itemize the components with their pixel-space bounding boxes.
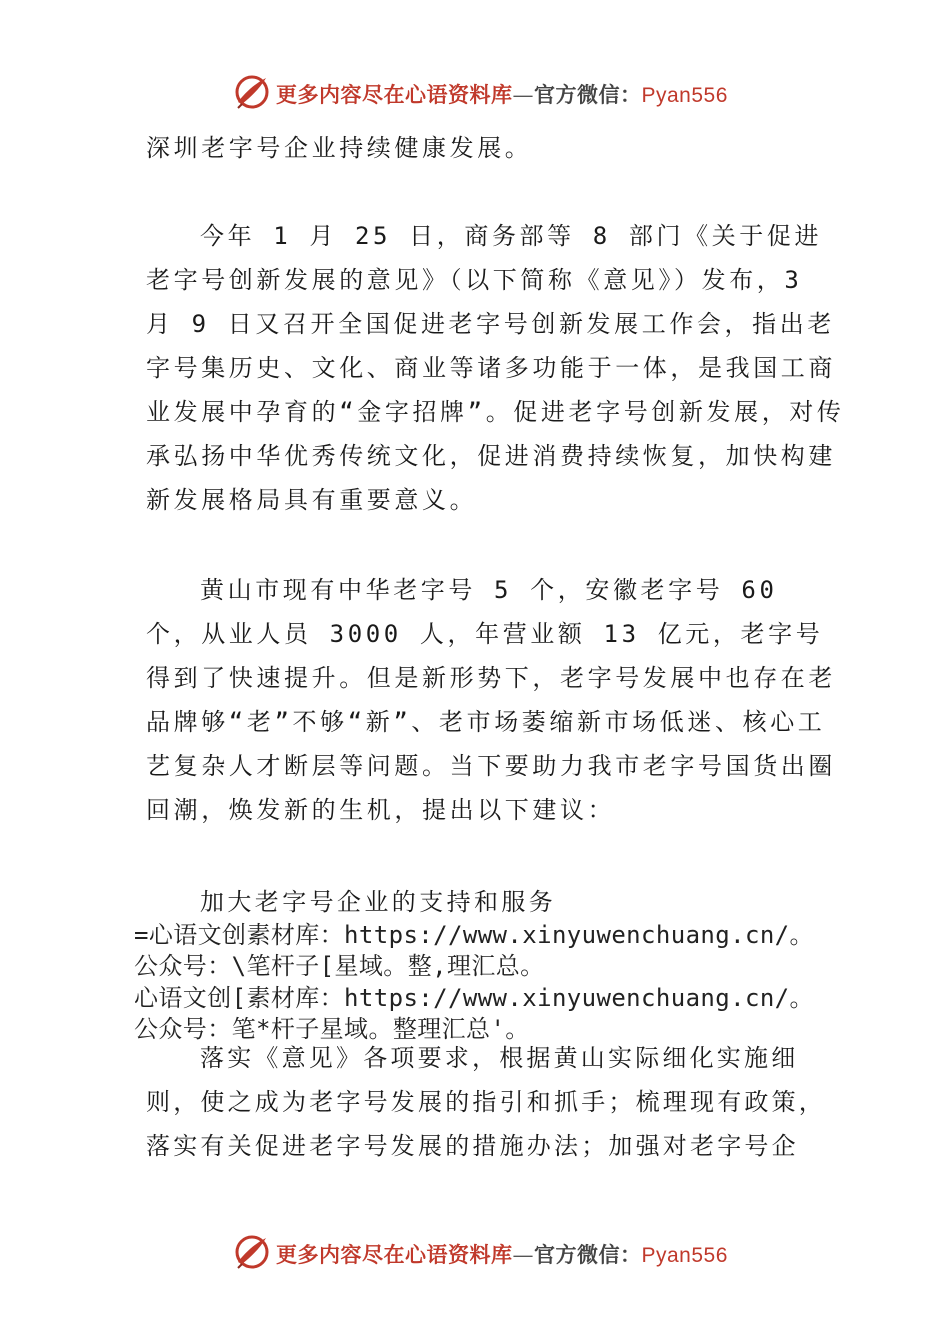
banner-dash: — <box>512 83 534 107</box>
pen-nib-logo-icon <box>232 72 272 112</box>
banner-dash: — <box>512 1243 534 1267</box>
watermark-line-2: 心语文创[素材库：https://www.xinyuwenchuang.cn/。公众号：笔*杆子星域。整理汇总'。 <box>134 984 814 1043</box>
banner-contact-label: 官方微信： <box>534 82 642 107</box>
footer-banner <box>0 1232 950 1272</box>
paragraph-policy-background: 今年 1 月 25 日，商务部等 8 部门《关于促进老字号创新发展的意见》（以下简称《意见》）发布，3 月 9 日又召开全国促进老字号创新发展工作会，指出老字号集历史、文化、商业等诸多功能于一体，是我国工商业发展中孕育的“金字招牌”。促进老字号创新发展，对传承弘扬中华优秀传统文化，促进消费持续恢复，加快构建新发展格局具有重要意义。 <box>146 222 845 514</box>
paragraph-intro-tail: 深圳老字号企业持续健康发展。 <box>146 134 533 162</box>
footer-banner-text <box>276 1239 728 1269</box>
paragraph-huangshan-status: 黄山市现有中华老字号 5 个，安徽老字号 60 个，从业人员 3000 人，年营业额 13 亿元，老字号得到了快速提升。但是新形势下，老字号发展中也存在老品牌够“老”不够“新”、老市场萎缩新市场低迷、核心工艺复杂人才断层等问题。当下要助力我市老字号国货出圈回潮，焕发新的生机，提出以下建议： <box>146 576 836 824</box>
watermark-line-1: =心语文创素材库：https://www.xinyuwenchuang.cn/。公众号：\笔杆子[星域。整,理汇总。 <box>134 921 814 980</box>
header-banner <box>0 72 950 112</box>
banner-brand: 更多内容尽在心语资料库 <box>276 82 513 107</box>
banner-brand: 更多内容尽在心语资料库 <box>276 1242 513 1267</box>
banner-contact-label: 官方微信： <box>534 1242 642 1267</box>
section-heading: 加大老字号企业的支持和服务 <box>200 888 557 916</box>
banner-wechat-id: Pyan556 <box>641 84 728 107</box>
paragraph-implementation: 落实《意见》各项要求，根据黄山实际细化实施细则，使之成为老字号发展的指引和抓手；梳理现有政策，落实有关促进老字号发展的措施办法；加强对老字号企 <box>146 1044 826 1160</box>
pen-nib-logo-icon <box>232 1232 272 1272</box>
header-banner-text <box>276 79 728 109</box>
banner-wechat-id: Pyan556 <box>641 1244 728 1267</box>
